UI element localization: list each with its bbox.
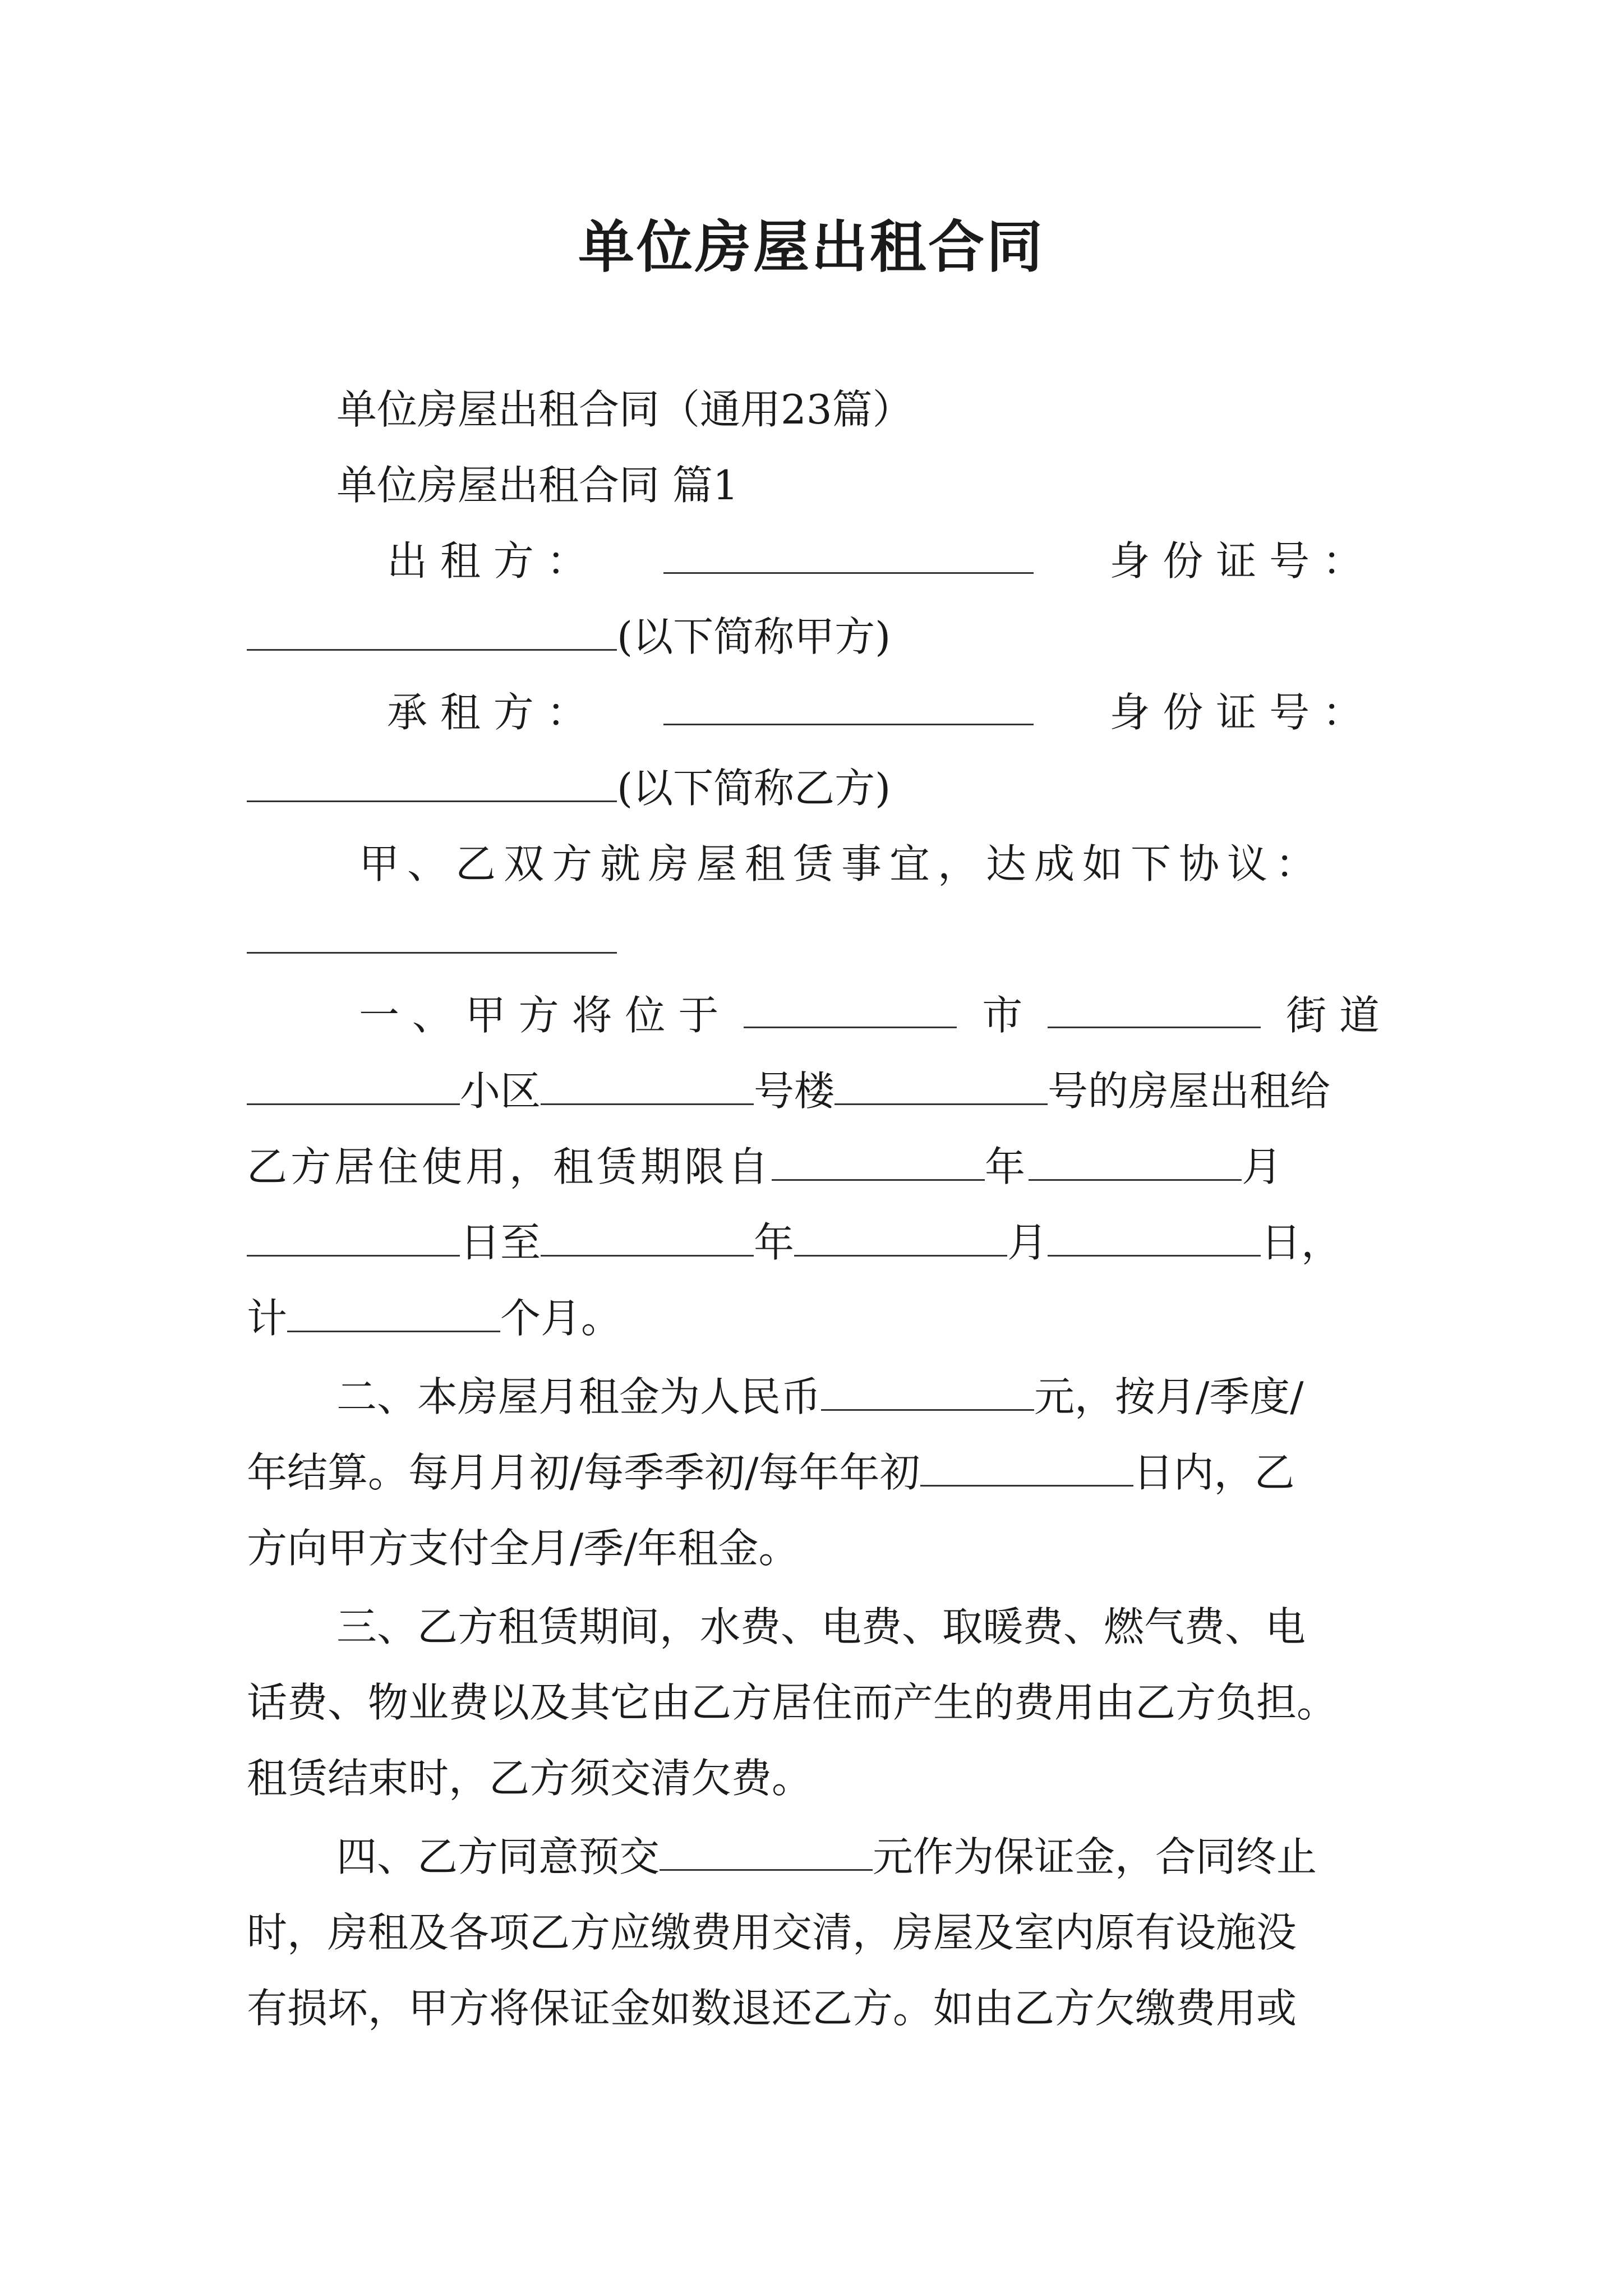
start-day-blank — [247, 1216, 460, 1257]
building-blank — [541, 1064, 754, 1105]
street-blank — [1048, 987, 1261, 1028]
community-blank — [247, 1064, 460, 1105]
clause1-text: 号的房屋出租给 — [1048, 1068, 1331, 1115]
clause1-text: 小区 — [460, 1068, 541, 1115]
clause2-text: 日内，乙 — [1133, 1449, 1295, 1496]
months-blank — [287, 1291, 500, 1332]
lessee-name-blank — [663, 684, 1034, 725]
clause3-line2: 话费、物业费以及其它由乙方居住而产生的费用由乙方负担。 — [247, 1679, 1338, 1726]
clause4-text: 元作为保证金，合同终止 — [873, 1833, 1317, 1880]
clause1-text: 计 — [247, 1295, 288, 1342]
clause1-text: 号楼 — [754, 1068, 835, 1115]
clause1-text: 月 — [1007, 1219, 1048, 1266]
clause1-line2 — [247, 1063, 1391, 1119]
room-blank — [834, 1064, 1048, 1105]
clause3-line1: 三、乙方租赁期间，水费、电费、取暖费、燃气费、电 — [336, 1603, 1306, 1650]
clause3-line3: 租赁结束时，乙方须交清欠费。 — [247, 1755, 813, 1802]
clause1-text: 市 — [982, 992, 1023, 1039]
document-title: 单位房屋出租合同 — [578, 214, 1045, 280]
end-month-blank — [794, 1216, 1007, 1257]
subtitle: 单位房屋出租合同（通用23篇） — [336, 386, 913, 433]
start-year-blank — [772, 1140, 985, 1181]
lessee-alias-row — [247, 760, 1391, 816]
clause2-line3: 方向甲方支付全月/季/年租金。 — [247, 1525, 799, 1572]
clause1-line1 — [359, 987, 1380, 1043]
lessor-label: 出 租 方 ： — [387, 537, 587, 585]
clause1-text: 日至 — [460, 1219, 541, 1266]
lessee-id-label: 身 份 证 号 ： — [1109, 689, 1363, 736]
lessor-name-blank — [663, 533, 1034, 574]
lessor-id-label: 身 份 证 号 ： — [1109, 537, 1363, 585]
clause1-text: 年 — [985, 1143, 1029, 1190]
clause1-text: 街 道 — [1286, 992, 1380, 1039]
clause2-line2 — [247, 1444, 1391, 1501]
section-heading: 单位房屋出租合同 篇1 — [336, 462, 739, 509]
pay-day-blank — [920, 1446, 1133, 1487]
clause2-line1 — [336, 1369, 1391, 1425]
clause1-text: 日， — [1261, 1219, 1342, 1266]
start-month-blank — [1029, 1140, 1242, 1181]
agreement-intro: 甲、乙双方就房屋租赁事宜，达成如下协议： — [359, 840, 1324, 887]
clause1-line3 — [247, 1139, 1391, 1195]
lessee-label: 承 租 方 ： — [387, 689, 587, 736]
clause2-text: 二、本房屋月租金为人民币 — [336, 1373, 822, 1420]
lessee-id-blank — [247, 761, 617, 802]
lessor-alias-row — [247, 609, 1391, 665]
end-day-blank — [1048, 1216, 1261, 1257]
agreement-intro-blank-row — [247, 912, 1391, 968]
clause2-text: 元，按月/季度/ — [1034, 1373, 1304, 1420]
intro-blank — [247, 913, 617, 954]
clause4-line3: 有损坏，甲方将保证金如数退还乙方。如由乙方欠缴费用或 — [247, 1985, 1297, 2032]
clause4-line2: 时，房租及各项乙方应缴费用交清，房屋及室内原有设施没 — [247, 1909, 1297, 1956]
clause1-text: 乙方居住使用，租赁期限自 — [247, 1143, 772, 1190]
clause4-line1 — [336, 1829, 1391, 1885]
clause1-text: 个月。 — [500, 1295, 622, 1342]
clause1-text: 年 — [754, 1219, 795, 1266]
lessor-id-blank — [247, 610, 617, 651]
clause1-text: 一 、 甲 方 将 位 于 — [359, 992, 719, 1039]
end-year-blank — [541, 1216, 754, 1257]
clause1-line4 — [247, 1214, 1391, 1271]
clause4-text: 四、乙方同意预交 — [336, 1833, 660, 1880]
city-blank — [744, 987, 957, 1028]
clause2-text: 年结算。每月月初/每季季初/每年年初 — [247, 1449, 920, 1496]
clause1-text: 月 — [1242, 1143, 1286, 1190]
clause1-line5 — [247, 1290, 1391, 1346]
rent-blank — [821, 1370, 1034, 1411]
lessee-row — [387, 684, 1363, 740]
lessee-alias: (以下简称乙方) — [617, 765, 891, 812]
lessor-alias: (以下简称甲方) — [617, 613, 891, 660]
lessor-row — [387, 533, 1363, 589]
deposit-blank — [660, 1830, 873, 1871]
